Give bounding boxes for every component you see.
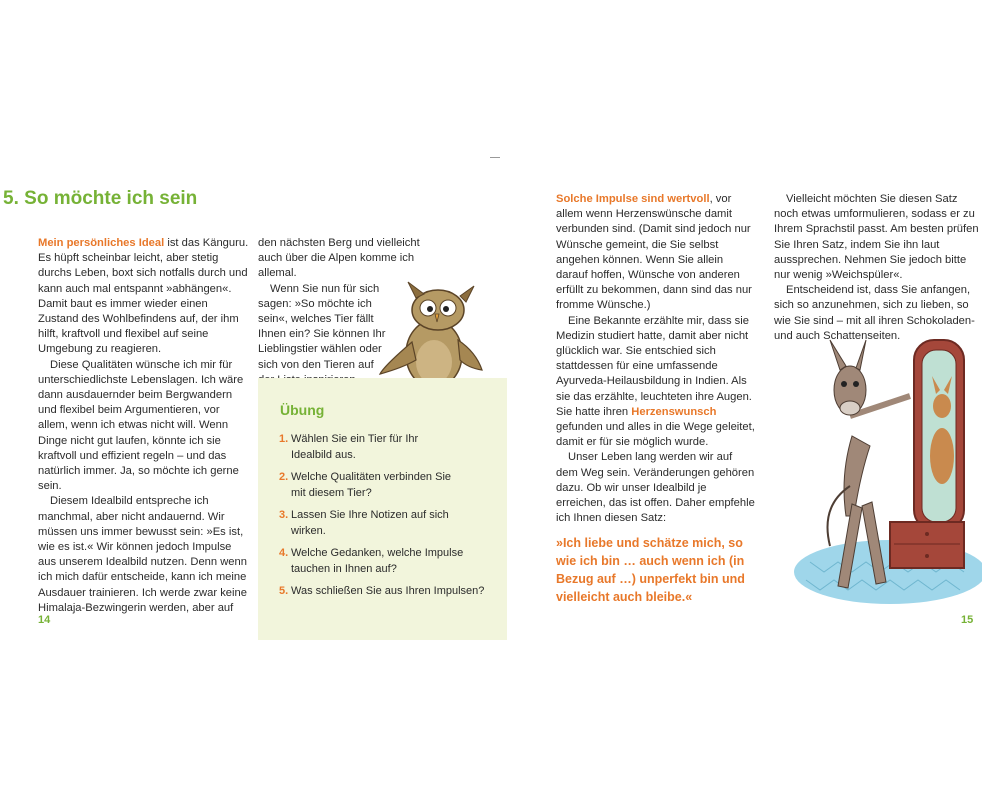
page-number-left: 14 (38, 614, 51, 626)
highlight-inline: Herzenswunsch (631, 405, 717, 418)
exercise-item-number: 2. (279, 471, 289, 483)
exercise-item-text: Was schließen Sie aus Ihren Impulsen? (291, 585, 485, 597)
exercise-item (279, 432, 494, 463)
paragraph: Unser Leben lang werden wir auf dem Weg sein. Veränderungen gehören dazu. Ob wir unser Idealbild je erreichen, das ist offen. Daher empfehle ich Ihnen diesen Satz: (556, 451, 755, 525)
paragraph-text: , vor allem wenn Herzenswünsche damit verbunden sind. (Damit sind jedoch nur Wünsche gemeint, die Sie selbst angehen können. Wenn Sie allein darauf hoffen, Wünsche von anderen erfüllt zu bekommen, dann sind das nur fromme Wünsche.) (556, 193, 752, 312)
chapter-title: So möchte ich sein (24, 188, 198, 209)
page-number-right: 15 (961, 614, 974, 626)
paragraph: Vielleicht möchten Sie diesen Satz noch etwas umformulieren, sodass er zu Ihrem Sprachstil passt. Am besten prüfen Sie Ihren Satz, indem Sie ihn laut aussprechen. Nehmen Sie jedoch bitte nur wenig »Weichspüler«. (774, 193, 979, 282)
exercise-item (279, 508, 494, 539)
paragraph-text: ist das Känguru. Es hüpft scheinbar leicht, aber stetig durchs Leben, boxt sich notfalls durch und kann auch mal entspannt »abhängen«. Damit baut es immer wieder einen Zustand des Wohlbefindens auf, der ihm hilft, kraftvoll und flexibel auf seine Umgebung zu reagieren. (38, 237, 249, 356)
paragraph (556, 314, 756, 451)
paragraph: Entscheidend ist, dass Sie anfangen, sich so anzunehmen, sich zu lieben, so wie Sie sind – mit all ihren Schokoladen- und auch Schattenseiten. (774, 284, 975, 342)
highlight-lead: Mein persönliches Ideal (38, 237, 165, 249)
exercise-item (279, 584, 494, 600)
exercise-item (279, 546, 494, 577)
exercise-item-number: 4. (279, 547, 289, 559)
paragraph: Diesem Idealbild entspreche ich manchmal, aber nicht andauernd. Wir müssen uns immer bewusst sein: »Es ist, wie es ist.« Wir können jedoch Impulse aus unserem Idealbild nutzen. Denn wenn ich mich dafür entscheide, kann ich meine Ausdauer trainieren. Ich werde zwar keine Himalaja-Bezwingerin werden, aber auf (38, 495, 247, 614)
exercise-item (279, 470, 494, 501)
paragraph (556, 192, 756, 314)
exercise-list (279, 432, 494, 607)
paragraph-text: Eine Bekannte erzählte mir, dass sie Medizin studiert hatte, damit aber nicht glücklich war. Sie entschied sich stattdessen für eine umfassende Ayurveda-Heilausbildung in Indien. Als sie das erzählte, leuchteten ihre Augen. Sie hatte ihren (556, 314, 752, 418)
donkey-mirror-illustration (790, 336, 982, 608)
chapter-number: 5. (3, 188, 19, 209)
paragraph: Wenn Sie nun für sich sagen: »So möchte ich sein«, welches Tier fällt Ihnen ein? Sie können Ihr Lieblingstier wählen oder sich von den Tieren auf (258, 282, 386, 371)
exercise-item-number: 5. (279, 585, 289, 597)
paragraph: den nächsten Berg und vielleicht auch über die Alpen komme ich allemal. (258, 237, 420, 280)
exercise-item-text: Welche Qualitäten verbinden Sie mit diesem Tier? (291, 471, 452, 499)
highlight-lead: Solche Impulse sind wertvoll (556, 193, 710, 205)
exercise-title: Übung (280, 402, 325, 418)
owl-illustration (376, 280, 488, 392)
paragraph-text: gefunden und alles in die Wege geleitet, damit er für sie möglich wurde. (556, 421, 755, 449)
page-fold-mark (490, 157, 500, 158)
exercise-item-text: Welche Gedanken, welche Impulse tauchen in Ihnen auf? (291, 547, 464, 575)
exercise-item-text: Wählen Sie ein Tier für Ihr Idealbild aus. (291, 433, 419, 461)
right-page-column-1 (556, 192, 756, 606)
exercise-item-number: 3. (279, 509, 289, 521)
exercise-item-number: 1. (279, 433, 289, 445)
highlight-quote: »Ich liebe und schätze mich, so wie ich bin … auch wenn ich (in Bezug auf …) unperfekt bin und vielleicht auch bleibe.« (556, 536, 745, 605)
paragraph (38, 236, 250, 358)
exercise-item-text: Lassen Sie Ihre Notizen auf sich wirken. (291, 509, 449, 537)
right-page-column-2 (774, 192, 980, 344)
exercise-box (258, 378, 507, 640)
paragraph: Diese Qualitäten wünsche ich mir für unterschiedlichste Lebenslagen. Ich wäre dann ausdauernder beim Bergwandern und flexibel beim Argumentieren, vor allem, wenn ich etwas nicht will. Wenn Dinge nicht gut laufen, könnte ich sie kraftvoll und effizient regeln – und das natürlich immer. Ja, so möchte ich gerne sein. (38, 358, 244, 493)
chapter-heading (3, 188, 197, 210)
left-page-column-1 (38, 236, 250, 616)
